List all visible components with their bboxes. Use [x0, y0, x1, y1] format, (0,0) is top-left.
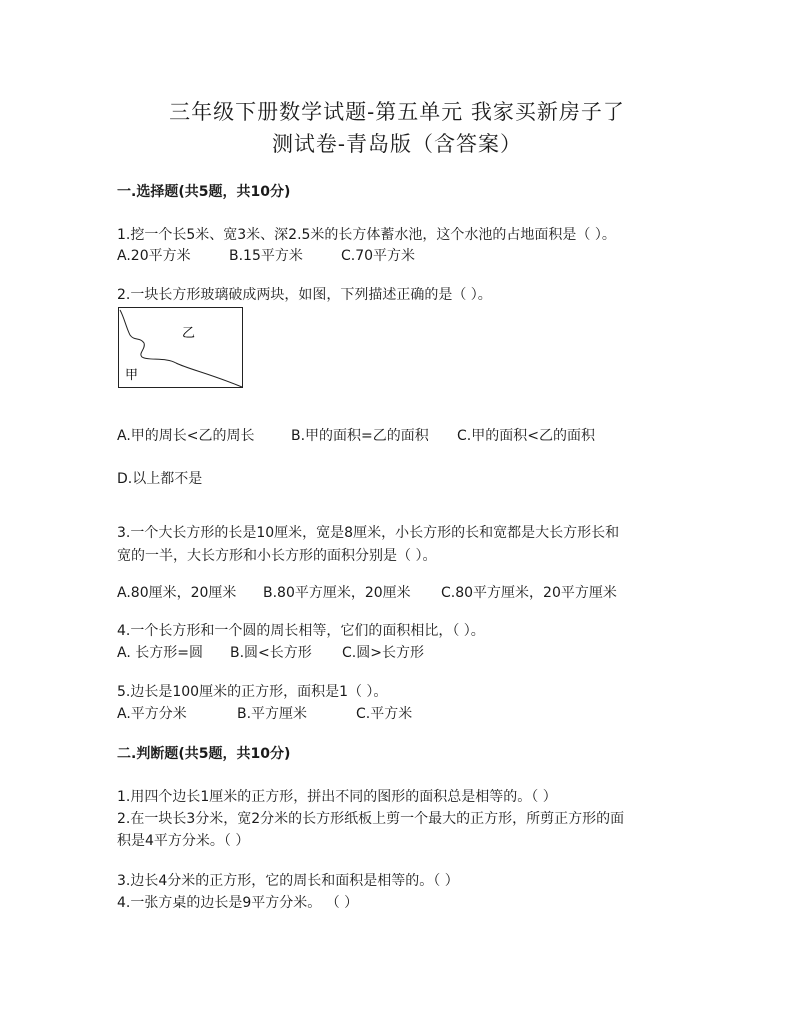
question-5-option-a: A.平方分米 [117, 706, 187, 722]
judgement-2-text-line2: 积是4平方分米。（ ） [117, 833, 250, 849]
question-2-option-c: C.甲的面积<乙的面积 [457, 428, 595, 444]
judgement-4-text: 4.一张方桌的边长是9平方分米。 （ ） [117, 895, 359, 911]
page-title-line1: 三年级下册数学试题-第五单元 我家买新房子了 [169, 100, 625, 124]
judgement-2-text-line1: 2.在一块长3分米，宽2分米的长方形纸板上剪一个最大的正方形，所剪正方形的面 [117, 811, 625, 827]
judgement-3-text: 3.边长4分米的正方形，它的周长和面积是相等的。（ ） [117, 873, 459, 889]
figure-label-yi: 乙 [182, 326, 196, 341]
question-4-option-c: C.圆>长方形 [342, 645, 424, 661]
section2-heading: 二.判断题(共5题，共10分) [117, 746, 291, 762]
question-1-text: 1.挖一个长5米、宽3米、深2.5米的长方体蓄水池，这个水池的占地面积是（ ）。 [117, 227, 616, 243]
question-5-text: 5.边长是100厘米的正方形，面积是1（ ）。 [117, 684, 388, 700]
question-5-option-b: B.平方厘米 [237, 706, 308, 722]
question-2-option-a: A.甲的周长<乙的周长 [117, 428, 255, 444]
break-line [120, 310, 242, 387]
question-4-text: 4.一个长方形和一个圆的周长相等，它们的面积相比，（ ）。 [117, 623, 485, 639]
question-4-option-a: A. 长方形=圆 [117, 645, 203, 661]
question-4-option-b: B.圆<长方形 [230, 645, 312, 661]
question-3-option-b: B.80平方厘米，20厘米 [263, 585, 411, 601]
question-2-text: 2.一块长方形玻璃破成两块，如图，下列描述正确的是（ ）。 [117, 287, 492, 303]
broken-glass-figure [118, 307, 244, 389]
broken-glass-diagram [118, 307, 244, 389]
question-2-option-d: D.以上都不是 [117, 471, 203, 487]
question-2-option-b: B.甲的面积=乙的面积 [291, 428, 429, 444]
page-title-line2: 测试卷-青岛版（含答案） [271, 132, 523, 156]
judgement-1-text: 1.用四个边长1厘米的正方形，拼出不同的图形的面积总是相等的。（ ） [117, 789, 557, 805]
question-1-option-b: B.15平方米 [229, 248, 303, 264]
question-3-option-a: A.80厘米，20厘米 [117, 585, 237, 601]
question-1-option-a: A.20平方米 [117, 248, 191, 264]
question-3-text-line2: 宽的一半，大长方形和小长方形的面积分别是（ ）。 [117, 548, 437, 564]
figure-label-jia: 甲 [125, 368, 139, 383]
question-3-text-line1: 3.一个大长方形的长是10厘米，宽是8厘米，小长方形的长和宽都是大长方形长和 [117, 525, 620, 541]
question-1-option-c: C.70平方米 [341, 248, 416, 264]
section1-heading: 一.选择题(共5题，共10分) [117, 184, 291, 200]
question-3-option-c: C.80平方厘米，20平方厘米 [441, 585, 617, 601]
question-5-option-c: C.平方米 [356, 706, 413, 722]
